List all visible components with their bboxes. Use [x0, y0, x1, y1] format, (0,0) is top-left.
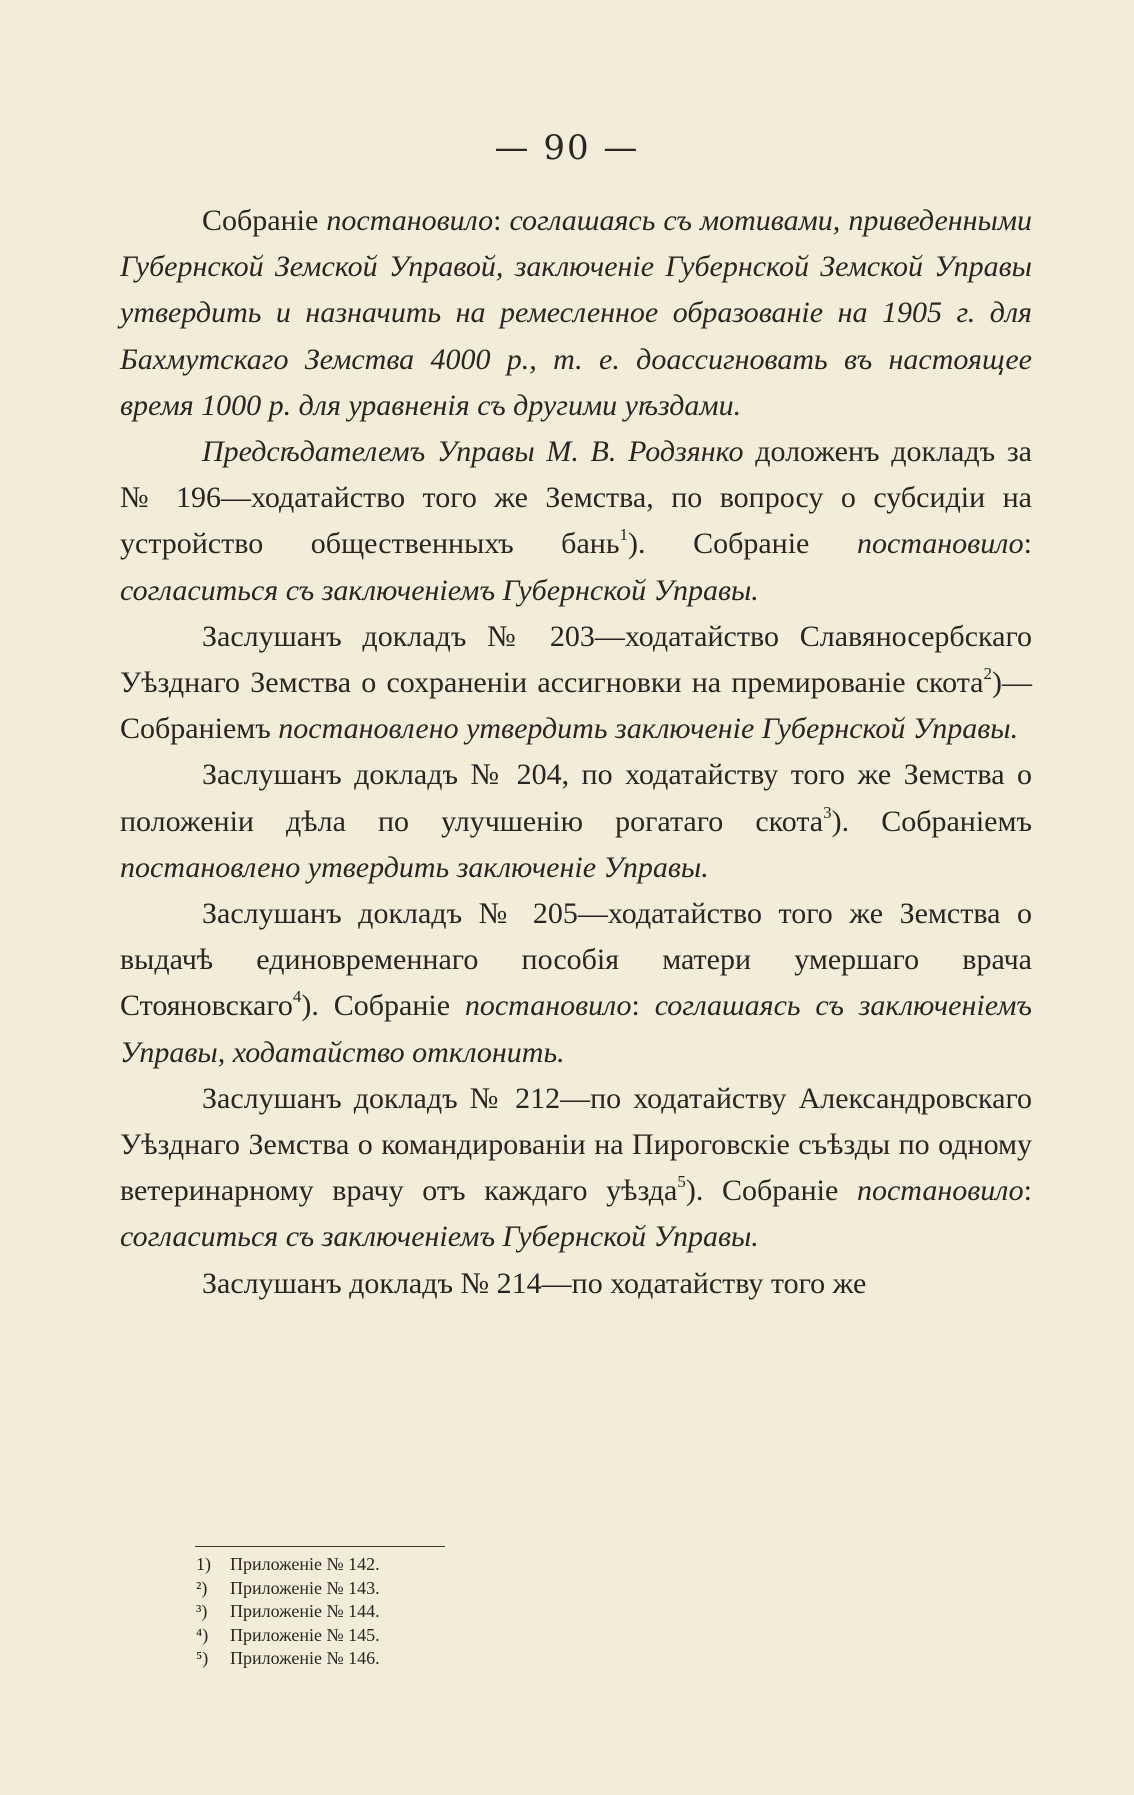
resolution-keyword: постановило [464, 989, 632, 1023]
paragraph-1 [120, 198, 1032, 429]
resolution-text: согласиться съ заключеніемъ Губернской Управы. [120, 573, 759, 607]
footnote-ref: 2 [983, 664, 992, 684]
footnote-text: Приложеніе № 145. [230, 1624, 380, 1645]
footnote-ref: 3 [823, 802, 832, 822]
speaker-text: Предсѣдателемъ Управы М. В. Родзянко [202, 435, 744, 469]
footnote-text: Приложеніе № 146. [230, 1648, 380, 1668]
footnote-text: Приложеніе № 144. [230, 1601, 380, 1621]
plain-text: доложенъ докладъ за № 196—ходатайство того же Земства, по вопросу о субсидіи на устройство общественныхъ бань [120, 435, 1032, 561]
body-text [120, 198, 1032, 1307]
resolution-keyword: постановило [856, 527, 1024, 561]
resolution-text: постановлено утвердить заключеніе Управы. [120, 850, 709, 884]
footnote-item [196, 1624, 380, 1648]
footnote-item [196, 1600, 380, 1624]
plain-text: Заслушанъ докладъ № 212—по ходатайству Александровскаго Уѣзднаго Земства о командированіи на Пироговскіе съѣзды по одному ветеринарному врачу отъ каждаго уѣзда [120, 1081, 1032, 1208]
footnote-mark: ³) [196, 1601, 208, 1621]
plain-text: Заслушанъ докладъ № 204, по ходатайству того же Земства о положеніи дѣла по улучшенію рогатаго скота [120, 758, 1032, 838]
paragraph-7 [120, 1261, 1032, 1307]
footnote-ref: 1 [619, 525, 628, 545]
footnotes [196, 1553, 380, 1671]
plain-text: Заслушанъ докладъ № 203—ходатайство Славяносербскаго Уѣзднаго Земства о сохраненіи ассигновки на премированіе скота [120, 619, 1032, 700]
resolution-keyword: постановило [326, 204, 494, 237]
footnote-item [196, 1647, 380, 1671]
resolution-text: постановлено утвердить заключеніе Губернской Управы. [278, 712, 1019, 746]
plain-text: ) [992, 666, 1002, 700]
plain-text: . Собраніе [311, 989, 465, 1023]
resolution-text: соглашаясь съ мотивами, приведенными Губернской Земской Управой, заключеніе Губернской Земской Управы утвердить и назначить на ремесленное образованіе на 1905 г. для Бахмутскаго Земства 4000 р., т. е. доассигновать въ настоящее время 1000 р. для уравненія съ другими уѣздами. [120, 204, 1033, 422]
plain-text: . Собраніе [695, 1174, 857, 1208]
footnote-text: Приложеніе № 143. [230, 1577, 380, 1598]
footnote-mark: ⁵) [196, 1648, 209, 1668]
footnote-mark: 1) [196, 1554, 211, 1574]
footnote-mark: ⁴) [196, 1624, 209, 1645]
footnote-divider [195, 1546, 445, 1547]
paragraph-3 [120, 614, 1032, 753]
paragraph-6 [120, 1076, 1032, 1261]
page-number: — 90 — [494, 128, 640, 168]
plain-text: Заслушанъ докладъ № 214—по ходатайству того же [202, 1266, 867, 1300]
plain-text: ) [301, 989, 312, 1023]
plain-text: . Собраніемъ [841, 804, 1032, 838]
paragraph-2 [120, 429, 1032, 614]
plain-text: : [1023, 1174, 1033, 1208]
plain-text: Заслушанъ докладъ № 205—ходатайство того же Земства о выдачѣ единовременнаго пособія матери умершаго врача Стояновскаго [120, 897, 1032, 1023]
footnote-ref: 5 [677, 1172, 686, 1192]
resolution-keyword: постановило [856, 1174, 1024, 1208]
resolution-text: согласиться съ заключеніемъ Губернской Управы. [120, 1220, 759, 1254]
footnote-mark: ²) [196, 1577, 208, 1598]
footnote-ref: 4 [292, 987, 302, 1007]
plain-text: —Собраніемъ [120, 666, 1032, 746]
plain-text: ) [685, 1174, 696, 1208]
plain-text: ) [831, 804, 842, 838]
plain-text: . Собраніе [638, 527, 857, 561]
footnote-item [196, 1577, 380, 1601]
plain-text: : [631, 989, 655, 1023]
paragraph-5 [120, 891, 1032, 1076]
plain-text: ) [628, 527, 638, 561]
paragraph-4 [120, 752, 1032, 891]
plain-text: : [1023, 527, 1032, 561]
plain-text: : [493, 204, 510, 237]
footnote-item [196, 1553, 380, 1577]
footnote-text: Приложеніе № 142. [230, 1554, 380, 1574]
resolution-text: соглашаясь съ заключеніемъ Управы, ходатайство отклонить. [120, 989, 1033, 1069]
plain-text: Собраніе [202, 204, 327, 237]
